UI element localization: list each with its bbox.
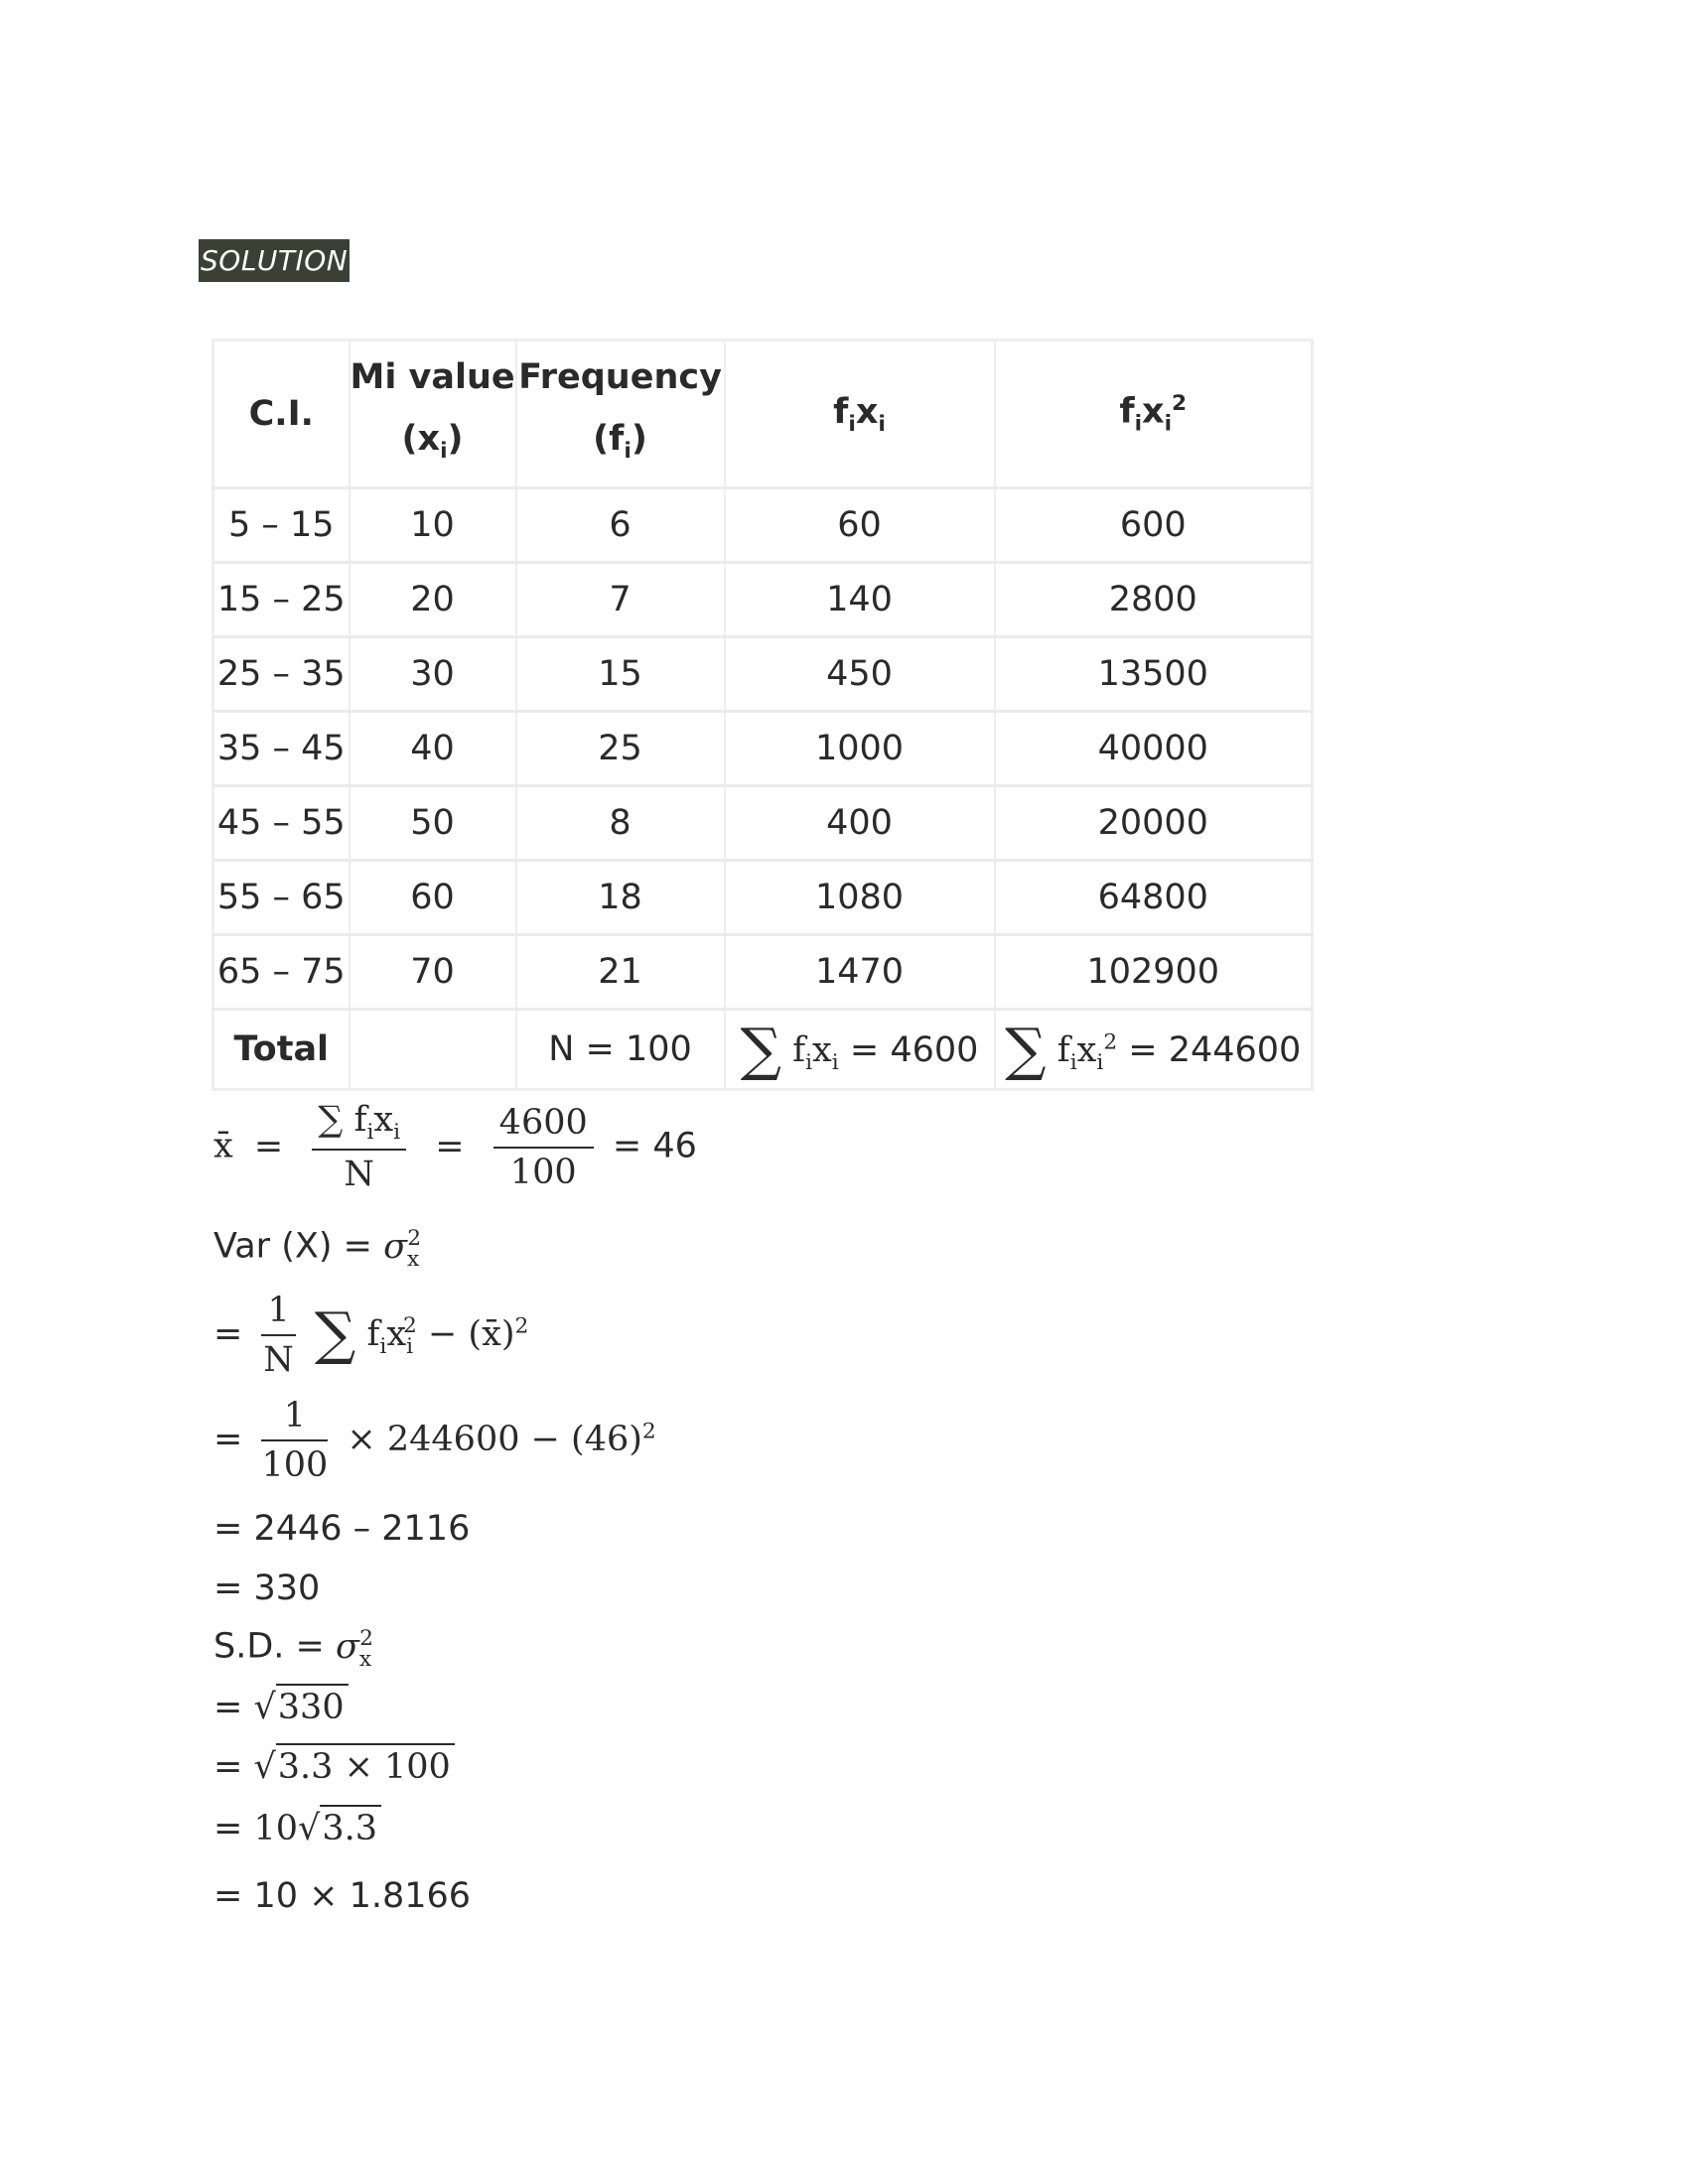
- frequency-table: [211, 339, 1314, 1091]
- cell-f: 21: [516, 935, 725, 1010]
- cell-fx2: 2800: [995, 563, 1313, 637]
- cell-ci: 35 – 45: [213, 712, 350, 786]
- cell-ci: 55 – 65: [213, 861, 350, 935]
- variance-fraction: $\frac{1}{N}$: [263, 1291, 294, 1380]
- cell-x: 70: [350, 935, 516, 1010]
- mean-result: = 46: [612, 1126, 697, 1166]
- cell-x: 20: [350, 563, 516, 637]
- table-row: [213, 637, 1313, 712]
- cell-f: 8: [516, 786, 725, 861]
- cell-ci: 65 – 75: [213, 935, 350, 1010]
- sd-sqrt-step1: = √330: [213, 1688, 349, 1727]
- cell-fx: 60: [725, 488, 995, 563]
- sd-final-step: = 10 × 1.8166: [213, 1876, 472, 1916]
- header-freq-line1: Frequency: [518, 356, 722, 397]
- cell-f: 25: [516, 712, 725, 786]
- cell-x: 60: [350, 861, 516, 935]
- cell-ci: 45 – 55: [213, 786, 350, 861]
- sum-fx-value: = 4600: [849, 1030, 979, 1070]
- mean-value-fraction: $\frac{4600}{100}$: [493, 1103, 594, 1192]
- table-row: [213, 563, 1313, 637]
- header-mid-line2: $(x_i)$: [401, 418, 464, 464]
- header-frequency: [516, 341, 725, 488]
- table-row: [213, 712, 1313, 786]
- total-sum-fx2: [995, 1010, 1313, 1090]
- solution-badge: SOLUTION: [199, 239, 350, 282]
- cell-fx2: 102900: [995, 935, 1313, 1010]
- step-variance-result: = 330: [213, 1569, 321, 1608]
- table-row: [213, 935, 1313, 1010]
- mean-fraction: $\frac{\sum f_ix_i}{N}$: [312, 1100, 406, 1194]
- cell-fx: 1000: [725, 712, 995, 786]
- cell-fx2: 40000: [995, 712, 1313, 786]
- cell-fx: 400: [725, 786, 995, 861]
- cell-fx: 450: [725, 637, 995, 712]
- header-class-interval: C.I.: [213, 341, 350, 488]
- header-freq-line2: $(f_i)$: [593, 418, 647, 464]
- cell-x: 50: [350, 786, 516, 861]
- sum-fx2-term: $f_ix_i^2$: [1056, 1029, 1118, 1075]
- table-row: [213, 488, 1313, 563]
- cell-f: 6: [516, 488, 725, 563]
- sigma-symbol: ∑: [1005, 1016, 1047, 1083]
- total-n: N = 100: [516, 1010, 725, 1090]
- header-mid-value: [350, 341, 516, 488]
- total-empty-cell: [350, 1010, 516, 1090]
- table-total-row: [213, 1010, 1313, 1090]
- sd-sqrt-step3: = 10√3.3: [213, 1809, 381, 1848]
- sigma-symbol: ∑: [740, 1016, 781, 1083]
- sd-label-line: S.D. = $\sigma_x^2$: [213, 1626, 373, 1672]
- cell-ci: 5 – 15: [213, 488, 350, 563]
- substitution-fraction: $\frac{1}{100}$: [261, 1396, 329, 1485]
- cell-fx: 1080: [725, 861, 995, 935]
- cell-f: 18: [516, 861, 725, 935]
- cell-f: 7: [516, 563, 725, 637]
- mean-formula: x̄ = $\frac{\sum f_ix_i}{N}$ = $\frac{4600}{100}$ = 46: [213, 1100, 697, 1194]
- total-label: Total: [213, 1010, 350, 1090]
- cell-fx2: 64800: [995, 861, 1313, 935]
- header-fixi: $f_ix_i$: [725, 341, 995, 488]
- table-header-row: [213, 341, 1313, 488]
- cell-ci: 15 – 25: [213, 563, 350, 637]
- cell-ci: 25 – 35: [213, 637, 350, 712]
- cell-fx2: 600: [995, 488, 1313, 563]
- variance-label-line: Var $(X) = \sigma_x^2$: [213, 1226, 422, 1272]
- sd-sqrt-step2: = √3.3 × 100: [213, 1747, 455, 1787]
- cell-fx2: 13500: [995, 637, 1313, 712]
- sum-fx-term: $f_ix_i$: [792, 1030, 839, 1075]
- sum-fx2-value: = 244600: [1128, 1030, 1302, 1070]
- variance-formula-line: = $\frac{1}{N}$ ∑ $f_ix_i^2$ − (x̄)$^2$: [213, 1291, 529, 1380]
- header-fixi2: $f_ix_i^2$: [995, 341, 1313, 488]
- cell-fx2: 20000: [995, 786, 1313, 861]
- cell-x: 30: [350, 637, 516, 712]
- header-mid-line1: Mi value: [350, 356, 515, 397]
- cell-fx: 1470: [725, 935, 995, 1010]
- cell-x: 10: [350, 488, 516, 563]
- total-sum-fx: [725, 1010, 995, 1090]
- table-row: [213, 861, 1313, 935]
- cell-f: 15: [516, 637, 725, 712]
- cell-fx: 140: [725, 563, 995, 637]
- variance-substitution-line: = $\frac{1}{100}$ × $244600 - (46)^2$: [213, 1396, 656, 1485]
- mean-symbol: x̄: [213, 1126, 233, 1166]
- step-difference: = 2446 – 2116: [213, 1509, 471, 1549]
- cell-x: 40: [350, 712, 516, 786]
- table-row: [213, 786, 1313, 861]
